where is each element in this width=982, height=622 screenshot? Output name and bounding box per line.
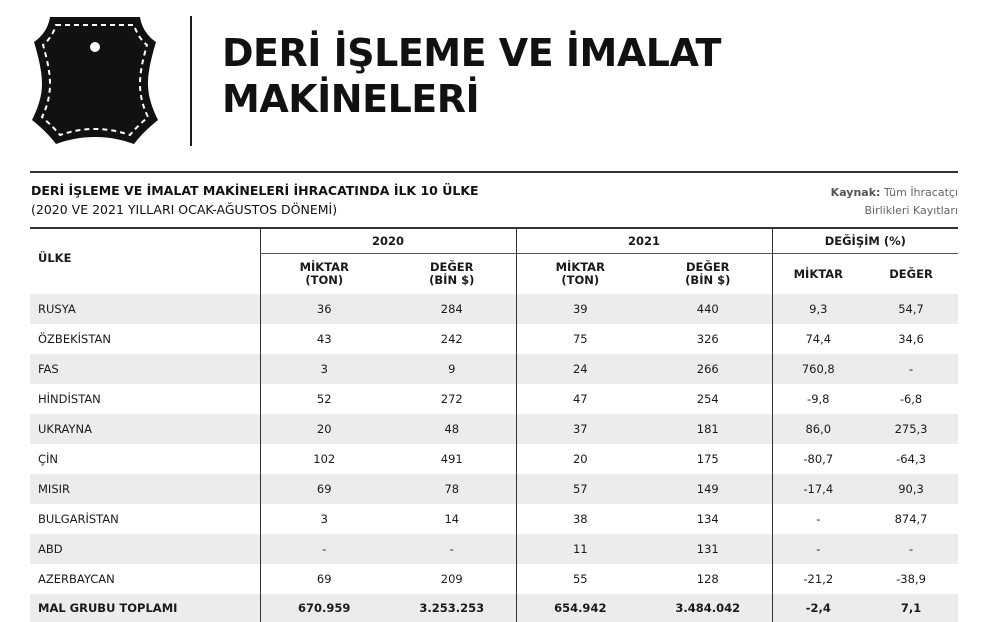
cell-change-deger: -64,3: [864, 444, 958, 474]
cell-deger-2020: 48: [388, 414, 516, 444]
cell-deger-2021: 128: [644, 564, 772, 594]
table-row: [30, 474, 958, 504]
source-line2: Birlikleri Kayıtları: [864, 204, 958, 217]
cell-country: ÇİN: [30, 444, 260, 474]
export-table: [30, 229, 958, 622]
cell-deger-2020: 491: [388, 444, 516, 474]
cell-change-deger: 54,7: [864, 294, 958, 324]
header-miktar-2021: MİKTAR (TON): [516, 254, 644, 295]
cell-change-miktar: -9,8: [772, 384, 864, 414]
cell-miktar-2020: 69: [260, 564, 388, 594]
page-title-line2: MAKİNELERİ: [222, 77, 480, 121]
cell-miktar-2020: 3: [260, 354, 388, 384]
cell-change-miktar: -17,4: [772, 474, 864, 504]
cell-miktar-2021: 24: [516, 354, 644, 384]
cell-miktar-2020: 3: [260, 504, 388, 534]
cell-miktar-2020: 43: [260, 324, 388, 354]
cell-change-miktar: -21,2: [772, 564, 864, 594]
top-rule: [30, 171, 958, 173]
cell-miktar-2021: 55: [516, 564, 644, 594]
table-row: [30, 354, 958, 384]
cell-change-deger: 90,3: [864, 474, 958, 504]
source-note: [831, 184, 958, 220]
header-change: DEĞİŞİM (%): [772, 229, 958, 254]
table-row: [30, 324, 958, 354]
total-change-deger: 7,1: [864, 594, 958, 622]
cell-deger-2021: 254: [644, 384, 772, 414]
cell-miktar-2020: 20: [260, 414, 388, 444]
header-2020: 2020: [260, 229, 516, 254]
cell-deger-2020: 284: [388, 294, 516, 324]
cell-miktar-2020: 102: [260, 444, 388, 474]
cell-change-deger: 34,6: [864, 324, 958, 354]
total-deger-2021: 3.484.042: [644, 594, 772, 622]
cell-miktar-2021: 39: [516, 294, 644, 324]
header-change-miktar: MİKTAR: [772, 254, 864, 295]
source-line1: Tüm İhracatçı: [883, 186, 958, 199]
cell-miktar-2021: 11: [516, 534, 644, 564]
cell-deger-2020: 9: [388, 354, 516, 384]
total-deger-2020: 3.253.253: [388, 594, 516, 622]
cell-change-miktar: 760,8: [772, 354, 864, 384]
cell-miktar-2021: 37: [516, 414, 644, 444]
cell-change-deger: -38,9: [864, 564, 958, 594]
cell-deger-2020: 14: [388, 504, 516, 534]
cell-miktar-2021: 47: [516, 384, 644, 414]
cell-miktar-2020: 52: [260, 384, 388, 414]
page-title: [222, 30, 721, 122]
cell-change-deger: 874,7: [864, 504, 958, 534]
cell-miktar-2021: 38: [516, 504, 644, 534]
cell-change-deger: 275,3: [864, 414, 958, 444]
cell-change-miktar: -80,7: [772, 444, 864, 474]
cell-country: AZERBAYCAN: [30, 564, 260, 594]
cell-deger-2021: 134: [644, 504, 772, 534]
header-deger-2021: DEĞER (BİN $): [685, 260, 731, 287]
cell-miktar-2020: 36: [260, 294, 388, 324]
header-change-deger: DEĞER: [889, 266, 933, 281]
cell-country: ÖZBEKİSTAN: [30, 324, 260, 354]
header-miktar-2020: MİKTAR (TON): [260, 254, 388, 295]
cell-country: RUSYA: [30, 294, 260, 324]
table-title: DERİ İŞLEME VE İMALAT MAKİNELERİ İHRACATINDA İLK 10 ÜLKE: [31, 183, 479, 198]
total-miktar-2021: 654.942: [516, 594, 644, 622]
cell-deger-2021: 266: [644, 354, 772, 384]
cell-change-miktar: -: [772, 534, 864, 564]
cell-miktar-2021: 57: [516, 474, 644, 504]
cell-change-deger: -: [864, 534, 958, 564]
cell-deger-2021: 131: [644, 534, 772, 564]
cell-country: FAS: [30, 354, 260, 384]
cell-deger-2020: 272: [388, 384, 516, 414]
table-row: [30, 384, 958, 414]
cell-deger-2020: 209: [388, 564, 516, 594]
cell-deger-2021: 326: [644, 324, 772, 354]
header-deger-2020: DEĞER (BİN $): [429, 260, 475, 287]
cell-deger-2021: 149: [644, 474, 772, 504]
header-2021: 2021: [516, 229, 772, 254]
cell-country: MISIR: [30, 474, 260, 504]
table-row: [30, 504, 958, 534]
table-row: [30, 534, 958, 564]
cell-miktar-2021: 75: [516, 324, 644, 354]
table-row: [30, 564, 958, 594]
page-title-line1: DERİ İŞLEME VE İMALAT: [222, 31, 721, 75]
cell-miktar-2021: 20: [516, 444, 644, 474]
cell-country: BULGARİSTAN: [30, 504, 260, 534]
leather-hide-icon: [30, 12, 160, 147]
cell-change-miktar: 74,4: [772, 324, 864, 354]
cell-change-deger: -: [864, 354, 958, 384]
cell-deger-2020: 242: [388, 324, 516, 354]
cell-change-miktar: -: [772, 504, 864, 534]
cell-change-miktar: 9,3: [772, 294, 864, 324]
cell-deger-2021: 181: [644, 414, 772, 444]
cell-miktar-2020: -: [260, 534, 388, 564]
cell-change-miktar: 86,0: [772, 414, 864, 444]
cell-deger-2020: 78: [388, 474, 516, 504]
table-row: [30, 444, 958, 474]
header-divider: [190, 16, 192, 146]
table-period: (2020 VE 2021 YILLARI OCAK-AĞUSTOS DÖNEMİ): [31, 202, 338, 217]
total-miktar-2020: 670.959: [260, 594, 388, 622]
cell-country: UKRAYNA: [30, 414, 260, 444]
cell-country: ABD: [30, 534, 260, 564]
table-row: [30, 294, 958, 324]
source-label: Kaynak:: [830, 186, 881, 199]
cell-deger-2021: 175: [644, 444, 772, 474]
total-label: MAL GRUBU TOPLAMI: [30, 594, 260, 622]
cell-miktar-2020: 69: [260, 474, 388, 504]
header-country: ÜLKE: [38, 251, 72, 265]
total-row: [30, 594, 958, 622]
cell-deger-2020: -: [388, 534, 516, 564]
total-change-miktar: -2,4: [772, 594, 864, 622]
cell-country: HİNDİSTAN: [30, 384, 260, 414]
cell-deger-2021: 440: [644, 294, 772, 324]
cell-change-deger: -6,8: [864, 384, 958, 414]
table-row: [30, 414, 958, 444]
